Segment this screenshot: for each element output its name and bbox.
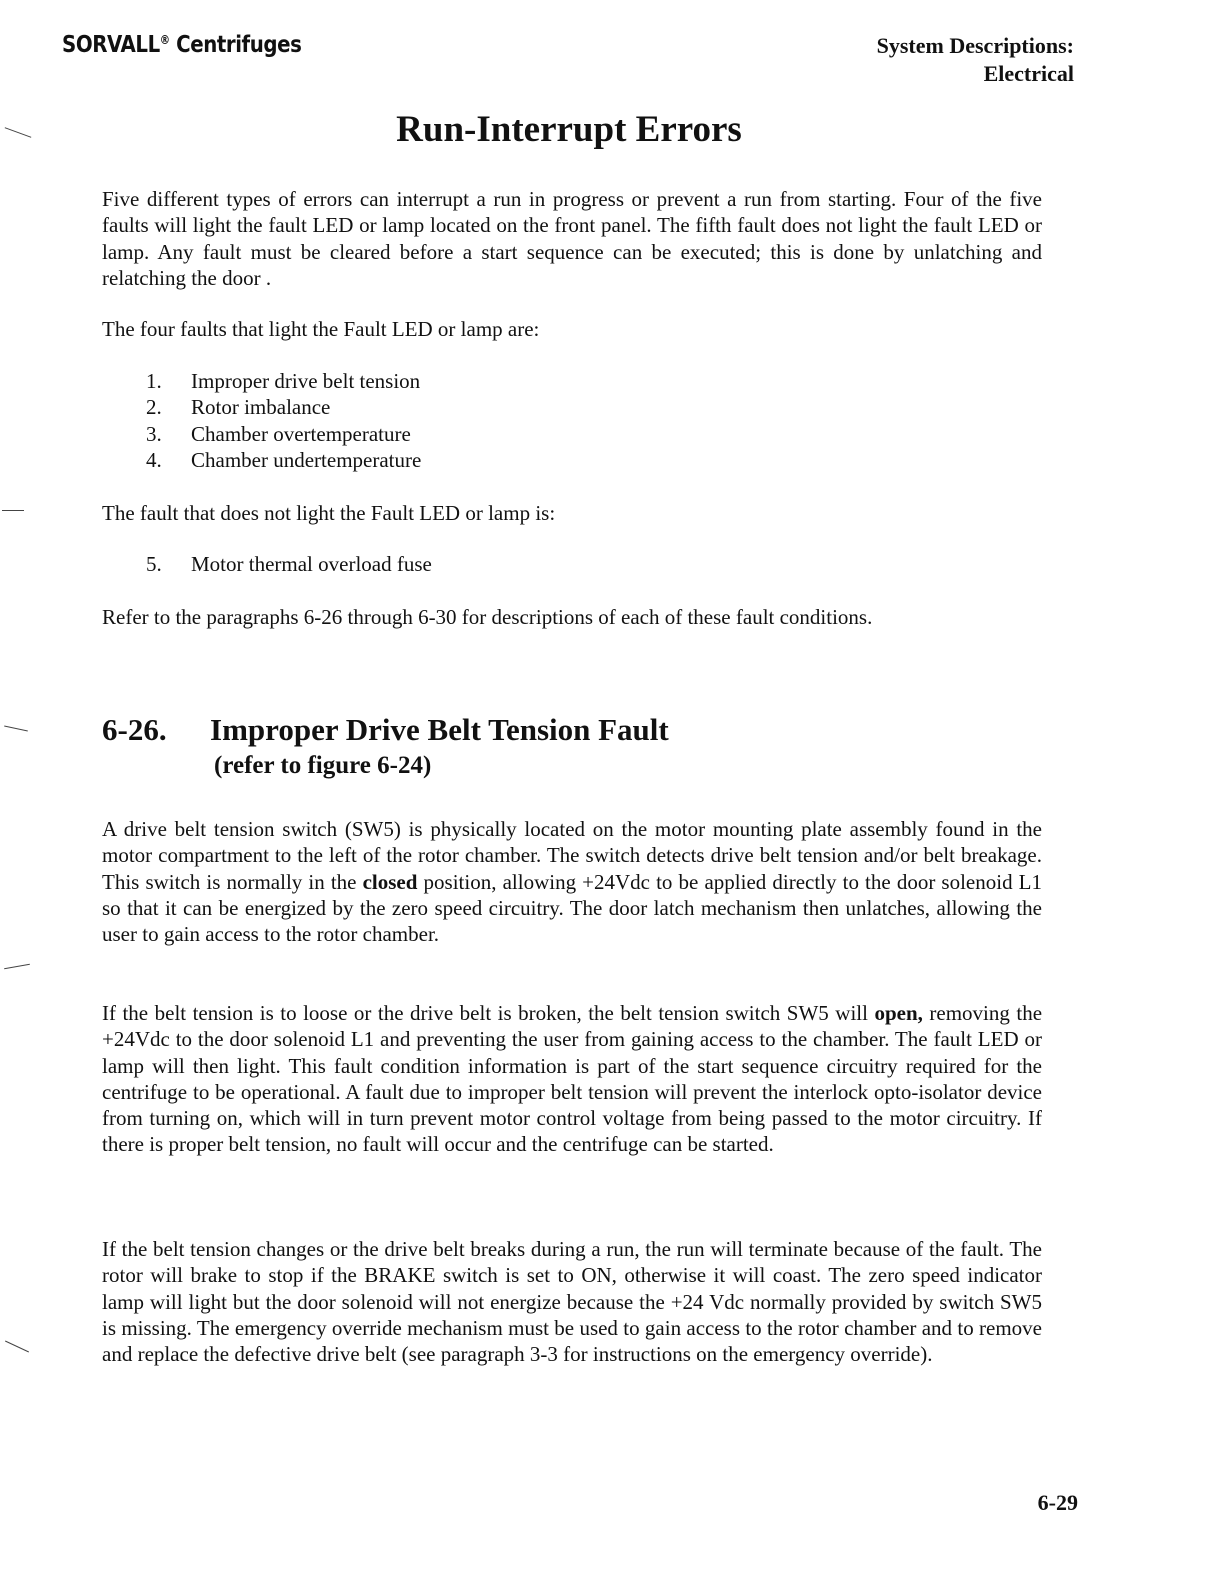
scan-mark xyxy=(4,726,28,732)
no-lamp-intro: The fault that does not light the Fault LED or lamp is: xyxy=(102,501,556,525)
section-heading xyxy=(102,712,669,748)
paragraph-text: removing the +24Vdc to the door solenoid L1 and preventing the user from gaining access to the chamber. The fault LED or lamp will then light. This fault condition information is part of the start sequence circuitry required for the centrifuge to be operational. A fault due to improper belt tension will prevent the interlock opto-isolator device from turning on, which will in turn prevent motor control voltage from being passed to the motor circuitry. If there is proper belt tension, no fault will occur and the centrifuge can be started. xyxy=(102,1001,1043,1157)
lamp-faults-intro: The four faults that light the Fault LED or lamp are: xyxy=(102,317,540,341)
refer-paragraph: Refer to the paragraphs 6-26 through 6-30 for descriptions of each of these fault conditions. xyxy=(102,605,873,629)
list-item xyxy=(146,394,421,420)
list-item-number: 2. xyxy=(146,395,162,420)
list-item-text: Chamber overtemperature xyxy=(191,421,411,446)
list-item-text: Improper drive belt tension xyxy=(191,369,421,393)
list-item-text: Motor thermal overload fuse xyxy=(191,552,432,576)
scan-mark xyxy=(2,510,24,511)
scan-mark xyxy=(4,964,30,969)
list-item-text: Chamber undertemperature xyxy=(191,447,422,472)
list-item xyxy=(146,421,421,447)
bold-term: open, xyxy=(874,1001,923,1025)
page-title: Run-Interrupt Errors xyxy=(396,109,742,150)
no-lamp-faults-list xyxy=(146,551,432,577)
list-item-text: Rotor imbalance xyxy=(191,395,331,420)
section-subtitle: (refer to figure 6-24) xyxy=(214,752,432,779)
section-number: 6-26. xyxy=(102,712,167,747)
section-header xyxy=(877,32,1074,88)
lamp-faults-list xyxy=(146,368,421,473)
paragraph-text: position, allowing +24Vdc to be applied directly to the door solenoid L1 so that it can be energized by the zero speed circuitry. The door latch mechanism then unlatches, allowing the user to gain access to the rotor chamber. xyxy=(102,869,1043,947)
section-paragraph-2 xyxy=(102,1000,1042,1158)
list-item xyxy=(146,368,421,394)
list-item-number: 4. xyxy=(146,447,162,472)
section-header-line2: Electrical xyxy=(983,61,1074,86)
intro-paragraph: Five different types of errors can interrupt a run in progress or prevent a run from starting. Four of the five faults will light the fault LED or lamp located on the front panel. The fifth fault does not light the fault LED or lamp. Any fault must be cleared before a start sequence can be executed; this is done by unlatching and relatching the door . xyxy=(102,187,1042,290)
brand-name: SORVALL xyxy=(62,32,160,58)
section-header-line1: System Descriptions: xyxy=(876,33,1074,58)
list-item-number: 1. xyxy=(146,369,162,393)
bold-term: closed xyxy=(362,869,418,894)
section-paragraph-1 xyxy=(102,816,1042,947)
list-item-number: 3. xyxy=(146,421,162,446)
list-item-number: 5. xyxy=(146,552,162,576)
brand-suffix: Centrifuges xyxy=(176,32,302,58)
section-paragraph-3: If the belt tension changes or the drive belt breaks during a run, the run will terminate because of the fault. The rotor will brake to stop if the BRAKE switch is set to ON, otherwise it will coast. The zero speed indicator lamp will light but the door solenoid will not energize because the +24 Vdc normally provided by switch SW5 is missing. The emergency override mechanism must be used to gain access to the rotor chamber and to remove and replace the defective drive belt (see paragraph 3-3 for instructions on the emergency override). xyxy=(102,1237,1042,1367)
section-title: Improper Drive Belt Tension Fault xyxy=(210,712,669,747)
scan-mark xyxy=(5,1341,29,1353)
paragraph-text: A drive belt tension switch (SW5) is physically located on the motor mounting plate assembly found in the motor compartment to the left of the rotor chamber. The switch detects drive belt tension and/or belt breakage. This switch is normally in the xyxy=(102,817,1042,894)
brand-header xyxy=(62,32,301,58)
list-item xyxy=(146,447,421,473)
list-item xyxy=(146,551,432,577)
registered-mark: ® xyxy=(159,33,170,47)
paragraph-text: If the belt tension is to loose or the drive belt is broken, the belt tension switch SW5 will xyxy=(102,1001,868,1025)
page-number: 6-29 xyxy=(1037,1490,1078,1515)
